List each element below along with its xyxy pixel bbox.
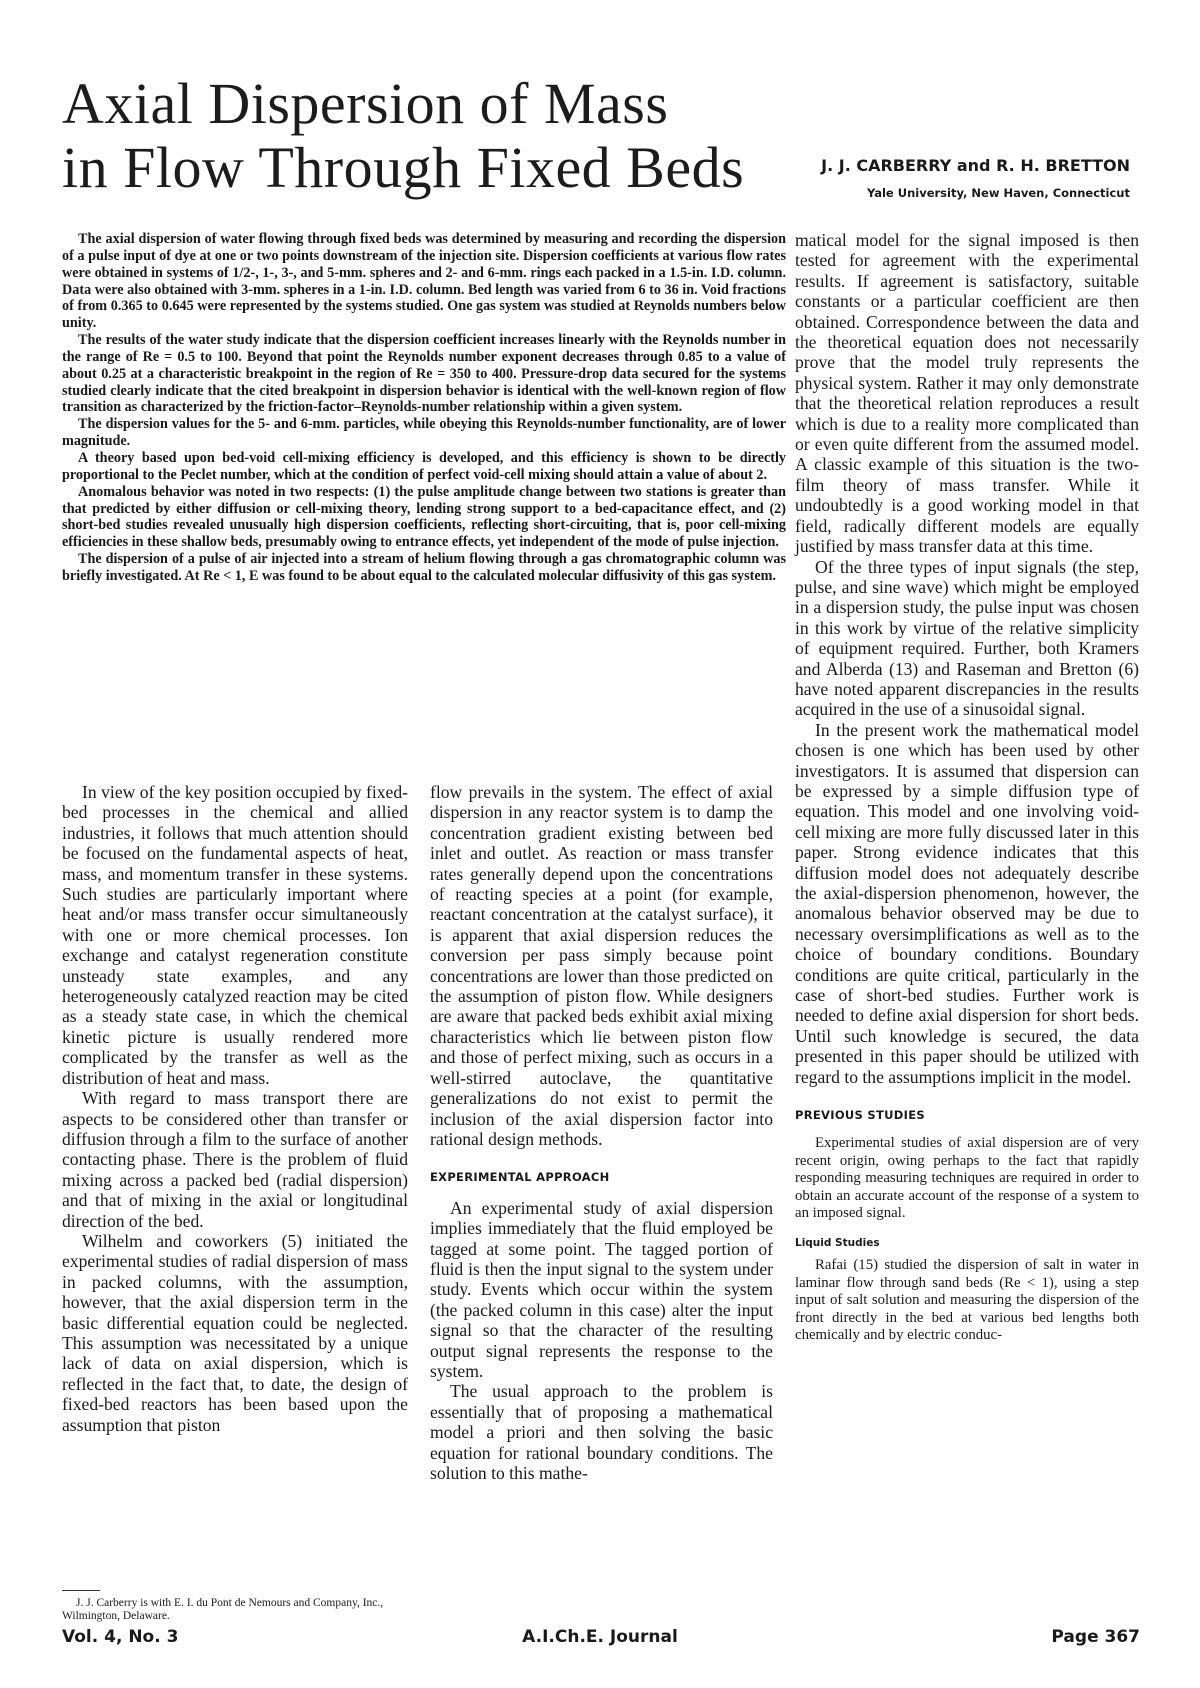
subsection-heading-liquid-studies: Liquid Studies	[795, 1236, 880, 1249]
authors: J. J. CARBERRY and R. H. BRETTON	[821, 156, 1130, 175]
section-heading-previous-studies: PREVIOUS STUDIES	[795, 1108, 925, 1123]
body-column-1	[62, 782, 408, 1435]
abstract-paragraph: A theory based upon bed-void cell-mixing efficiency is developed, and this efficiency is shown to be directly proportional to the Peclet number, which at the condition of perfect void-cell mixing should attain a value of about 2.	[62, 449, 786, 483]
body-paragraph: The usual approach to the problem is essentially that of proposing a mathematical model a priori and then solving the basic equation for rational boundary conditions. The solution to this mathe-	[430, 1381, 773, 1483]
body-paragraph: With regard to mass transport there are aspects to be considered other than transfer or diffusion through a film to the surface of another contacting phase. There is the problem of fluid mixing across a packed bed (radial dispersion) and that of mixing in the axial or longitudinal direction of the bed.	[62, 1088, 408, 1231]
abstract-paragraph: The results of the water study indicate that the dispersion coefficient increases linearly with the Reynolds number in the range of Re = 0.5 to 100. Beyond that point the Reynolds number exponent decreases through 0.85 to a value of about 0.25 at a characteristic breakpoint in the region of Re = 350 to 400. Pressure-drop data secured for the systems studied clearly indicate that the cited breakpoint in dispersion behavior is identical with the well-known region of flow transition as characterized by the friction-factor–Reynolds-number relationship within a given system.	[62, 332, 786, 416]
body-paragraph: Wilhelm and coworkers (5) initiated the experimental studies of radial dispersion of mass in packed columns, with the assumption, however, that the axial dispersion term in the basic differential equation could be neglected. This assumption was necessitated by a unique lack of data on axial dispersion, which is reflected in the fact that, to date, the design of fixed-bed reactors has been based upon the assumption that piston	[62, 1230, 408, 1435]
abstract-paragraph: The dispersion of a pulse of air injected into a stream of helium flowing through a gas chromatographic column was briefly investigated. At Re < 1, E was found to be about equal to the calculated molecular diffusivity of this gas system.	[62, 551, 786, 584]
abstract-paragraph: The axial dispersion of water flowing through fixed beds was determined by measuring and recording the dispersion of a pulse input of dye at one or two points downstream of the injection site. Dispersion coefficients at various flow rates were obtained in systems of 1/2-, 1-, 3-, and 5-mm. spheres and 2- and 6-mm. rings each packed in a 1.5-in. I.D. column. Data were also obtained with 3-mm. spheres in a 1-in. I.D. column. Bed length was varied from 6 to 36 in. Void fractions of from 0.365 to 0.645 were represented by the systems studied. One gas system was studied at Reynolds numbers below unity.	[62, 231, 786, 332]
body-paragraph: In the present work the mathematical model chosen is one which has been used by other investigators. It is assumed that dispersion can be expressed by a simple diffusion type of equation. This model and one involving void-cell mixing are more fully discussed later in this paper. Strong evidence indicates that this diffusion model does not adequately describe the axial-dispersion phenomenon, however, the anomalous behavior observed may be due to necessary oversimplifications as well as to the choice of boundary conditions. Boundary conditions are quite critical, particularly in the case of short-bed studies. Further work is needed to define axial dispersion for short beds. Until such knowledge is secured, the data presented in this paper should be utilized with regard to the assumptions implicit in the model.	[795, 719, 1139, 1087]
volume-issue: Vol. 4, No. 3	[62, 1627, 179, 1647]
affiliation: Yale University, New Haven, Connecticut	[866, 186, 1130, 200]
article-title	[62, 72, 762, 200]
title-line-2: in Flow Through Fixed Beds	[62, 135, 745, 200]
footnote	[62, 1597, 402, 1623]
body-paragraph: An experimental study of axial dispersion implies immediately that the fluid employed be tagged at some point. The tagged portion of fluid is then the input signal to the system under study. Events which occur within the system (the packed column in this case) alter the input signal so that the character of the resulting output signal represents the response to the system.	[430, 1197, 773, 1381]
abstract-paragraph: Anomalous behavior was noted in two respects: (1) the pulse amplitude change between two stations is greater than that predicted by either diffusion or cell-mixing theory, lending strong support to a bed-capacitance effect, and (2) short-bed studies revealed unusually high dispersion coefficients, reflecting short-circuiting, that is, poor cell-mixing efficiencies in these shallow beds, presumably owing to entrance effects, yet independent of the mode of pulse injection.	[62, 483, 786, 551]
page-number: Page 367	[1051, 1627, 1140, 1647]
body-paragraph: In view of the key position occupied by fixed-bed processes in the chemical and allied industries, it follows that much attention should be focused on the fundamental aspects of heat, mass, and momentum transfer in these systems. Such studies are particularly important where heat and/or mass transfer occur simultaneously with one or more chemical processes. Ion exchange and catalyst regeneration constitute unsteady state examples, and any heterogeneously catalyzed reaction may be cited as a steady state case, in which the chemical kinetic picture is usually rendered more complicated by the transfer as well as the distribution of heat and mass.	[62, 782, 408, 1088]
body-column-3	[795, 230, 1139, 1345]
title-line-1: Axial Dispersion of Mass	[62, 71, 669, 136]
footnote-text: J. J. Carberry is with E. I. du Pont de Nemours and Company, Inc., Wilmington, Delaware.	[62, 1597, 384, 1622]
abstract-paragraph: The dispersion values for the 5- and 6-mm. particles, while obeying this Reynolds-number functionality, are of lower magnitude.	[62, 416, 786, 450]
journal-name: A.I.Ch.E. Journal	[522, 1627, 678, 1647]
body-column-2	[430, 782, 773, 1483]
footnote-divider	[62, 1590, 100, 1591]
body-paragraph: Of the three types of input signals (the step, pulse, and sine wave) which might be employed in a dispersion study, the pulse input was chosen in this work by virtue of the relative simplicity of equipment required. Further, both Kramers and Alberda (13) and Raseman and Bretton (6) have noted apparent discrepancies in the results acquired in the use of a sinusoidal signal.	[795, 556, 1139, 720]
abstract	[62, 231, 786, 585]
body-paragraph: Experimental studies of axial dispersion are of very recent origin, owing perhaps to the fact that rapidly responding measuring techniques are required in order to obtain an accurate account of the response of a system to an imposed signal.	[795, 1135, 1139, 1222]
section-heading-experimental-approach: EXPERIMENTAL APPROACH	[430, 1170, 610, 1185]
body-paragraph: flow prevails in the system. The effect of axial dispersion in any reactor system is to damp the concentration gradient existing between bed inlet and outlet. As reaction or mass transfer rates generally depend upon the concentrations of reacting species at a point (for example, reactant concentration at the catalyst surface), it is apparent that axial dispersion reduces the conversion per pass simply because point concentrations are lower than those predicted on the assumption of piston flow. While designers are aware that packed beds exhibit axial mixing characteristics which lie between piston flow and those of perfect mixing, such as occurs in a well-stirred autoclave, the quantitative generalizations do not exist to permit the inclusion of the axial dispersion factor into rational design methods.	[430, 782, 773, 1149]
body-paragraph: Rafai (15) studied the dispersion of salt in water in laminar flow through sand beds (Re < 1), using a step input of salt solution and measuring the dispersion of the front directly in the bed at various bed lengths both chemically and by electric conduc-	[795, 1257, 1139, 1344]
body-paragraph: matical model for the signal imposed is then tested for agreement with the experimental results. If agreement is satisfactory, suitable constants or a particular coefficient are then obtained. Correspondence between the data and the theoretical equation does not necessarily prove that the model truly represents the physical system. Rather it may only demonstrate that the theoretical relation reproduces a result which is due to a reality more complicated than or even quite different from the assumed model. A classic example of this situation is the two-film theory of mass transfer. While it undoubtedly is a good working model in that field, radically different models are equally justified by mass transfer data at this time.	[795, 230, 1139, 557]
